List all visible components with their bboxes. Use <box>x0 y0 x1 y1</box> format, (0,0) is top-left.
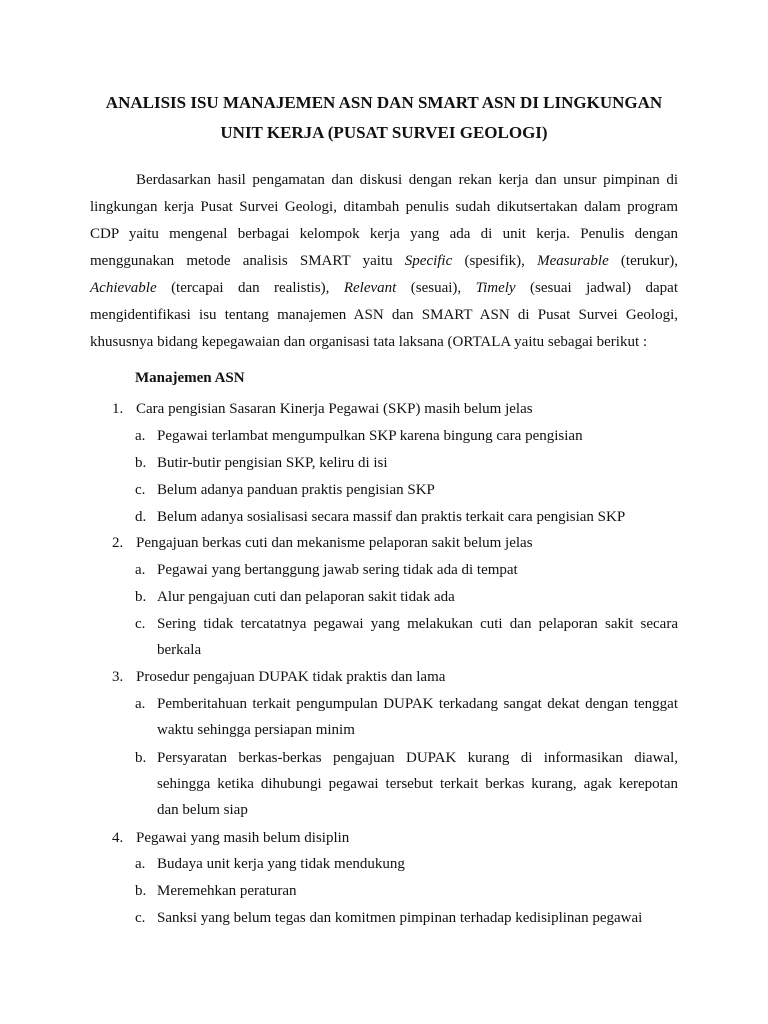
intro-line-5: Achievable (tercapai dan realistis), Relevant (sesuai), Timely (sesuai jadwal) dapat <box>90 280 678 296</box>
list-number: 1. <box>112 401 124 417</box>
sub-letter: b. <box>135 455 147 471</box>
term-measurable: Measurable <box>537 253 609 269</box>
sub-letter: c. <box>135 910 146 926</box>
sub-text: Alur pengajuan cuti dan pelaporan sakit tidak ada <box>157 589 455 605</box>
term-specific: Specific <box>404 253 453 269</box>
sub-letter: a. <box>135 562 146 578</box>
term-relevant: Relevant <box>343 280 397 296</box>
intro-paragraph <box>90 167 678 356</box>
sub-letter: c. <box>135 482 146 498</box>
sub-letter: b. <box>135 883 147 899</box>
sub-text: Belum adanya sosialisasi secara massif dan praktis terkait cara pengisian SKP <box>157 509 626 525</box>
sub-text: Meremehkan peraturan <box>157 883 297 899</box>
list-text: Cara pengisian Sasaran Kinerja Pegawai (SKP) masih belum jelas <box>136 401 533 417</box>
sub-text: Pegawai yang bertanggung jawab sering tidak ada di tempat <box>157 562 518 578</box>
list-text: Prosedur pengajuan DUPAK tidak praktis dan lama <box>136 669 446 685</box>
intro-line-7: khususnya bidang kepegawaian dan organisasi tata laksana (ORTALA yaitu sebagai berikut : <box>90 334 648 350</box>
intro-line-6: mengidentifikasi isu tentang manajemen ASN dan SMART ASN di Pusat Survei Geologi, <box>90 307 678 323</box>
document-title-line-2: UNIT KERJA (PUSAT SURVEI GEOLOGI) <box>220 123 548 142</box>
sub-text: Pegawai terlambat mengumpulkan SKP karena bingung cara pengisian <box>157 428 583 444</box>
intro-line-3: CDP yaitu mengenal berbagai kelompok kerja yang ada di unit kerja. Penulis dengan <box>90 226 678 242</box>
intro-line-1: Berdasarkan hasil pengamatan dan diskusi dengan rekan kerja dan unsur pimpinan di <box>136 172 678 188</box>
sub-letter: a. <box>135 696 146 712</box>
sub-letter: b. <box>135 750 147 766</box>
list-text: Pengajuan berkas cuti dan mekanisme pelaporan sakit belum jelas <box>136 535 533 551</box>
sub-text: Belum adanya panduan praktis pengisian SKP <box>157 482 435 498</box>
sub-letter: b. <box>135 589 147 605</box>
sub-text: Butir-butir pengisian SKP, keliru di isi <box>157 455 388 471</box>
sub-text: Sanksi yang belum tegas dan komitmen pimpinan terhadap kedisiplinan pegawai <box>157 910 643 926</box>
term-timely: Timely <box>475 280 516 296</box>
sub-letter: a. <box>135 428 146 444</box>
list-number: 4. <box>112 830 124 846</box>
sub-text: Persyaratan berkas-berkas pengajuan DUPAK kurang di informasikan diawal, sehingga ketika dihubungi pegawai tersebut terkait berkas kurang, agak kerepotan dan belum siap <box>157 750 678 818</box>
intro-line-4: menggunakan metode analisis SMART yaitu Specific (spesifik), Measurable (terukur), <box>90 253 678 269</box>
sub-letter: d. <box>135 509 147 525</box>
sub-text: Sering tidak tercatatnya pegawai yang melakukan cuti dan pelaporan sakit secara berkala <box>157 616 678 658</box>
list-number: 2. <box>112 535 124 551</box>
sub-text: Pemberitahuan terkait pengumpulan DUPAK terkadang sangat dekat dengan tenggat waktu sehingga persiapan minim <box>157 696 678 738</box>
sub-letter: c. <box>135 616 146 632</box>
sub-text: Budaya unit kerja yang tidak mendukung <box>157 856 405 872</box>
document-title-line-1: ANALISIS ISU MANAJEMEN ASN DAN SMART ASN DI LINGKUNGAN <box>105 93 663 112</box>
section-heading: Manajemen ASN <box>135 370 245 386</box>
list-number: 3. <box>112 669 124 685</box>
intro-line-2: lingkungan kerja Pusat Survei Geologi, ditambah penulis sudah dikutsertakan dalam program <box>90 199 678 215</box>
term-achievable: Achievable <box>90 280 157 296</box>
list-text: Pegawai yang masih belum disiplin <box>136 830 350 846</box>
sub-letter: a. <box>135 856 146 872</box>
